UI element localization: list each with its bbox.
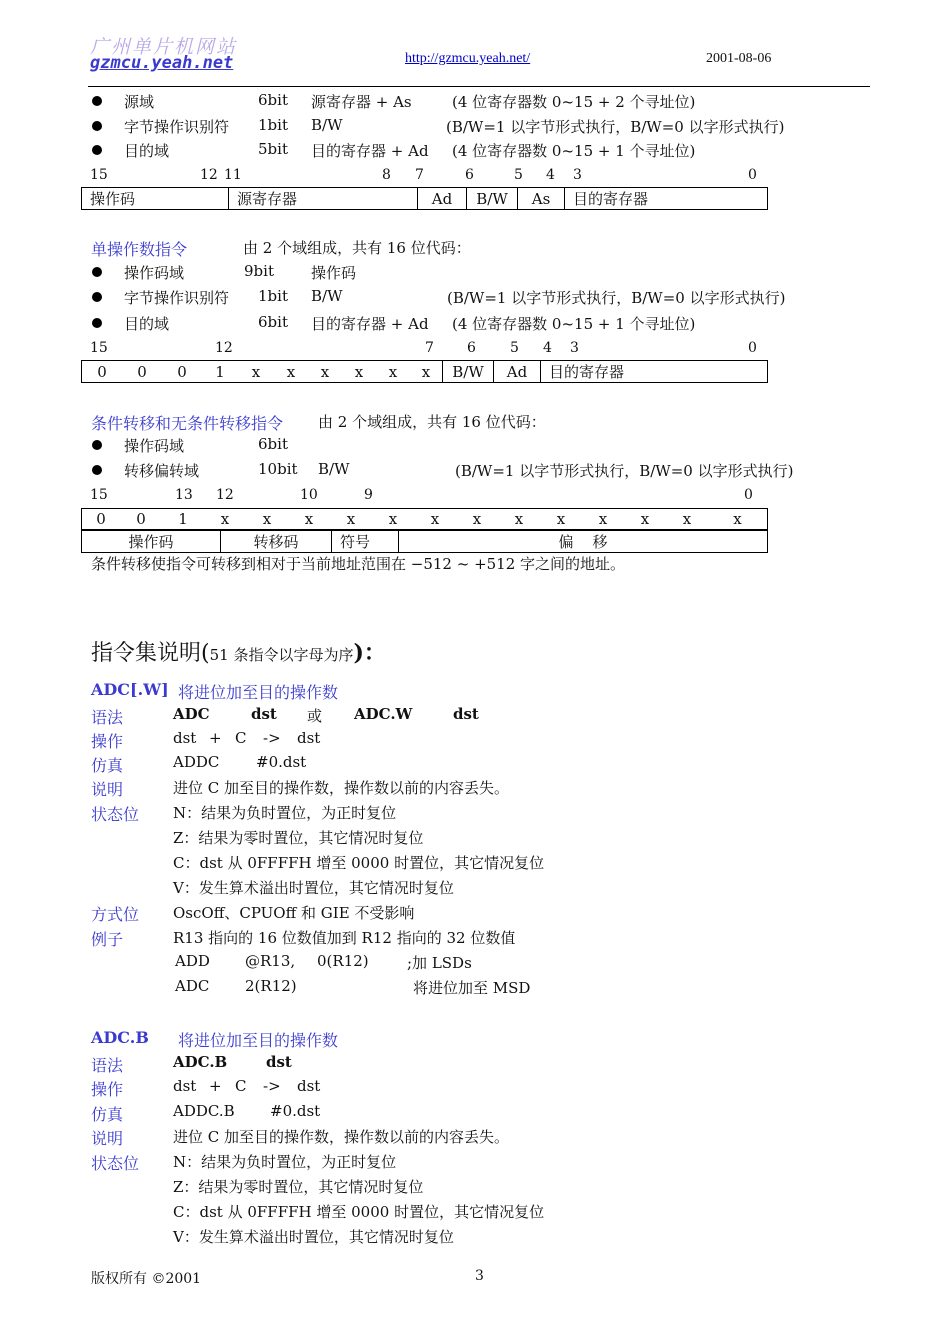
status-line: N：结果为负时置位，为正时复位 (173, 1153, 397, 1171)
cell-dst-reg: 目的寄存器 (541, 361, 768, 383)
bit-cell: x (376, 361, 410, 383)
section-title: 条件转移和无条件转移指令 (91, 414, 284, 433)
code-comment: 将进位加至 MSD (413, 979, 531, 997)
label-emulation: 仿真 (91, 1105, 124, 1124)
status-line: Z：结果为零时置位，其它情况时复位 (173, 829, 424, 847)
bit-cell: 0 (122, 361, 162, 383)
bit-cell: 0 (82, 509, 121, 530)
bit-cell: x (246, 509, 288, 530)
section-title: 单操作数指令 (91, 240, 188, 259)
field-bits: 9bit (244, 262, 274, 280)
bit-cell: x (582, 509, 624, 530)
emu-token: #0.dst (270, 1102, 321, 1120)
code-token: 2(R12) (245, 977, 297, 995)
field-note: (B/W=1 以字节形式执行，B/W=0 以字形式执行) (447, 289, 786, 307)
bit-number: 0 (748, 340, 757, 356)
op-token: C (235, 1077, 247, 1095)
field-bits: 6bit (258, 435, 288, 453)
op-token: dst (297, 1077, 321, 1095)
bullet-icon (92, 121, 102, 131)
copyright: 版权所有 ©2001 (91, 1271, 202, 1287)
field-name: 目的域 (124, 315, 170, 333)
op-token: C (235, 729, 247, 747)
label-mode: 方式位 (91, 905, 140, 924)
bit-cell: x (330, 509, 372, 530)
field-bits: 10bit (258, 460, 298, 478)
header-date: 2001-08-06 (706, 51, 772, 66)
bit-number: 0 (748, 167, 757, 183)
cell-bw: B/W (467, 188, 518, 210)
field-name: 字节操作识别符 (124, 118, 230, 136)
code-token: ADD (175, 952, 210, 970)
bit-cell: x (288, 509, 330, 530)
cell-opcode: 操作码 (82, 531, 221, 553)
format3-bit-table (81, 508, 768, 530)
format1-bit-table (81, 187, 768, 210)
field-bits: 1bit (258, 287, 288, 305)
field-desc: B/W (318, 460, 350, 478)
bullet-icon (92, 145, 102, 155)
field-bits: 6bit (258, 91, 288, 109)
bullet-icon (92, 440, 102, 450)
op-token: -> (263, 729, 281, 747)
bit-number: 6 (467, 340, 476, 356)
bit-cell: 0 (82, 361, 123, 383)
explain-text: 进位 C 加至目的操作数，操作数以前的内容丢失。 (173, 779, 510, 797)
bit-cell: x (624, 509, 666, 530)
logo-chinese: 广州单片机网站 (90, 36, 238, 58)
cell-jump-code: 转移码 (221, 531, 332, 553)
bit-cell: x (238, 361, 274, 383)
syntax-token: dst (453, 705, 479, 723)
bullet-icon (92, 292, 102, 302)
bit-number: 13 (175, 487, 193, 503)
bit-cell: x (204, 509, 246, 530)
label-explain: 说明 (91, 780, 124, 799)
section-desc: 由 2 个域组成，共有 16 位代码： (318, 413, 546, 431)
field-note: (B/W=1 以字节形式执行，B/W=0 以字形式执行) (455, 462, 794, 480)
page-number: 3 (475, 1268, 484, 1284)
mode-text: OscOff、CPUOff 和 GIE 不受影响 (173, 904, 415, 922)
code-comment: ;加 LSDs (407, 954, 472, 972)
label-explain: 说明 (91, 1129, 124, 1148)
bit-number: 15 (90, 487, 108, 503)
format3-label-table (81, 530, 768, 553)
field-desc: 操作码 (311, 264, 357, 282)
cell-sign: 符号 (332, 531, 399, 553)
bit-cell: x (342, 361, 376, 383)
field-desc: 目的寄存器 + Ad (311, 315, 429, 333)
label-operation: 操作 (91, 1080, 124, 1099)
field-note: (4 位寄存器数 0~15 + 2 个寻址位) (452, 93, 696, 111)
syntax-token: ADC (173, 705, 210, 723)
field-desc: B/W (311, 287, 343, 305)
op-token: dst (173, 1077, 197, 1095)
site-url-link[interactable]: http://gzmcu.yeah.net/ (405, 51, 531, 66)
bit-cell: x (666, 509, 708, 530)
code-token: @R13, (245, 952, 296, 970)
cell-bw: B/W (443, 361, 494, 383)
bit-number: 0 (744, 487, 753, 503)
field-bits: 5bit (258, 140, 288, 158)
bit-cell: x (274, 361, 308, 383)
heading-subtitle: 51 条指令以字母为序 (209, 646, 354, 664)
field-name: 操作码域 (124, 437, 185, 455)
bullet-icon (92, 267, 102, 277)
status-line: Z：结果为零时置位，其它情况时复位 (173, 1178, 424, 1196)
emu-token: #0.dst (256, 753, 307, 771)
bit-number: 5 (514, 167, 523, 183)
label-status: 状态位 (91, 805, 140, 824)
bit-number: 15 (90, 167, 108, 183)
bullet-icon (92, 465, 102, 475)
explain-text: 进位 C 加至目的操作数，操作数以前的内容丢失。 (173, 1128, 510, 1146)
bit-cell: 0 (162, 361, 202, 383)
cell-src-reg: 源寄存器 (229, 188, 418, 210)
example-text: R13 指向的 16 位数值加到 R12 指向的 32 位数值 (173, 929, 516, 947)
bit-cell: x (414, 509, 456, 530)
emu-token: ADDC.B (173, 1102, 235, 1120)
bit-number: 3 (570, 340, 579, 356)
syntax-token: ADC.B (173, 1053, 228, 1071)
status-line: C：dst 从 0FFFFH 增至 0000 时置位，其它情况复位 (173, 854, 545, 872)
bit-number: 4 (546, 167, 555, 183)
section-desc: 由 2 个域组成，共有 16 位代码： (243, 239, 471, 257)
bit-number: 6 (465, 167, 474, 183)
status-line: C：dst 从 0FFFFH 增至 0000 时置位，其它情况复位 (173, 1203, 545, 1221)
field-note: (4 位寄存器数 0~15 + 1 个寻址位) (452, 142, 696, 160)
format2-bit-table (81, 360, 768, 383)
bit-cell: 1 (162, 509, 204, 530)
syntax-token: ADC.W (354, 705, 413, 723)
status-line: N：结果为负时置位，为正时复位 (173, 804, 397, 822)
instruction-set-heading: 指令集说明(51 条指令以字母为序)： (91, 640, 386, 666)
bit-cell: x (372, 509, 414, 530)
bit-number: 10 (300, 487, 318, 503)
code-token: ADC (175, 977, 210, 995)
bit-number: 4 (543, 340, 552, 356)
bit-cell: x (708, 509, 768, 530)
op-token: + (209, 729, 222, 747)
label-operation: 操作 (91, 732, 124, 751)
cell-dst-reg: 目的寄存器 (565, 188, 768, 210)
bit-number: 8 (382, 167, 391, 183)
emu-token: ADDC (173, 753, 220, 771)
cell-ad: Ad (418, 188, 467, 210)
bullet-icon (92, 318, 102, 328)
bullet-icon (92, 96, 102, 106)
logo-english: gzmcu.yeah.net (90, 53, 234, 73)
bit-number: 3 (573, 167, 582, 183)
instr-name: ADC.B (91, 1028, 149, 1047)
op-token: dst (173, 729, 197, 747)
label-example: 例子 (91, 930, 124, 949)
label-syntax: 语法 (91, 1056, 124, 1075)
bit-cell: x (410, 361, 443, 383)
field-name: 操作码域 (124, 264, 185, 282)
bit-cell: x (498, 509, 540, 530)
bit-number: 9 (364, 487, 373, 503)
label-emulation: 仿真 (91, 756, 124, 775)
header-rule (88, 86, 870, 87)
field-name: 字节操作识别符 (124, 289, 230, 307)
bit-number: 7 (415, 167, 424, 183)
op-token: -> (263, 1077, 281, 1095)
field-desc: B/W (311, 116, 343, 134)
bit-number: 11 (224, 167, 242, 183)
field-bits: 1bit (258, 116, 288, 134)
cell-ad: Ad (494, 361, 541, 383)
bit-number: 12 (215, 340, 233, 356)
field-note: (B/W=1 以字节形式执行，B/W=0 以字形式执行) (446, 118, 785, 136)
bit-number: 12 (200, 167, 218, 183)
syntax-token: 或 (307, 707, 323, 725)
instr-desc: 将进位加至目的操作数 (178, 683, 339, 702)
field-name: 源域 (124, 93, 155, 111)
cell-opcode: 操作码 (82, 188, 229, 210)
bit-cell: 0 (120, 509, 162, 530)
field-name: 转移偏转域 (124, 462, 200, 480)
bit-cell: 1 (202, 361, 238, 383)
bit-number: 12 (216, 487, 234, 503)
op-token: + (209, 1077, 222, 1095)
instr-name: ADC[.W] (91, 680, 169, 699)
status-line: V：发生算术溢出时置位，其它情况时复位 (173, 1228, 454, 1246)
label-syntax: 语法 (91, 708, 124, 727)
label-status: 状态位 (91, 1154, 140, 1173)
jump-range-note: 条件转移使指令可转移到相对于当前地址范围在 −512 ~ +512 字之间的地址。 (91, 555, 626, 573)
bit-number: 15 (90, 340, 108, 356)
field-note: (4 位寄存器数 0~15 + 1 个寻址位) (452, 315, 696, 333)
instr-desc: 将进位加至目的操作数 (178, 1031, 339, 1050)
cell-as: As (518, 188, 565, 210)
bit-cell: x (308, 361, 342, 383)
field-bits: 6bit (258, 313, 288, 331)
bit-number: 5 (510, 340, 519, 356)
op-token: dst (297, 729, 321, 747)
status-line: V：发生算术溢出时置位，其它情况时复位 (173, 879, 454, 897)
field-desc: 源寄存器 + As (311, 93, 412, 111)
syntax-token: dst (251, 705, 277, 723)
field-desc: 目的寄存器 + Ad (311, 142, 429, 160)
code-token: 0(R12) (317, 952, 369, 970)
bit-cell: x (540, 509, 582, 530)
bit-number: 7 (425, 340, 434, 356)
field-name: 目的域 (124, 142, 170, 160)
cell-offset: 偏 移 (399, 531, 768, 553)
syntax-token: dst (266, 1053, 292, 1071)
bit-cell: x (456, 509, 498, 530)
